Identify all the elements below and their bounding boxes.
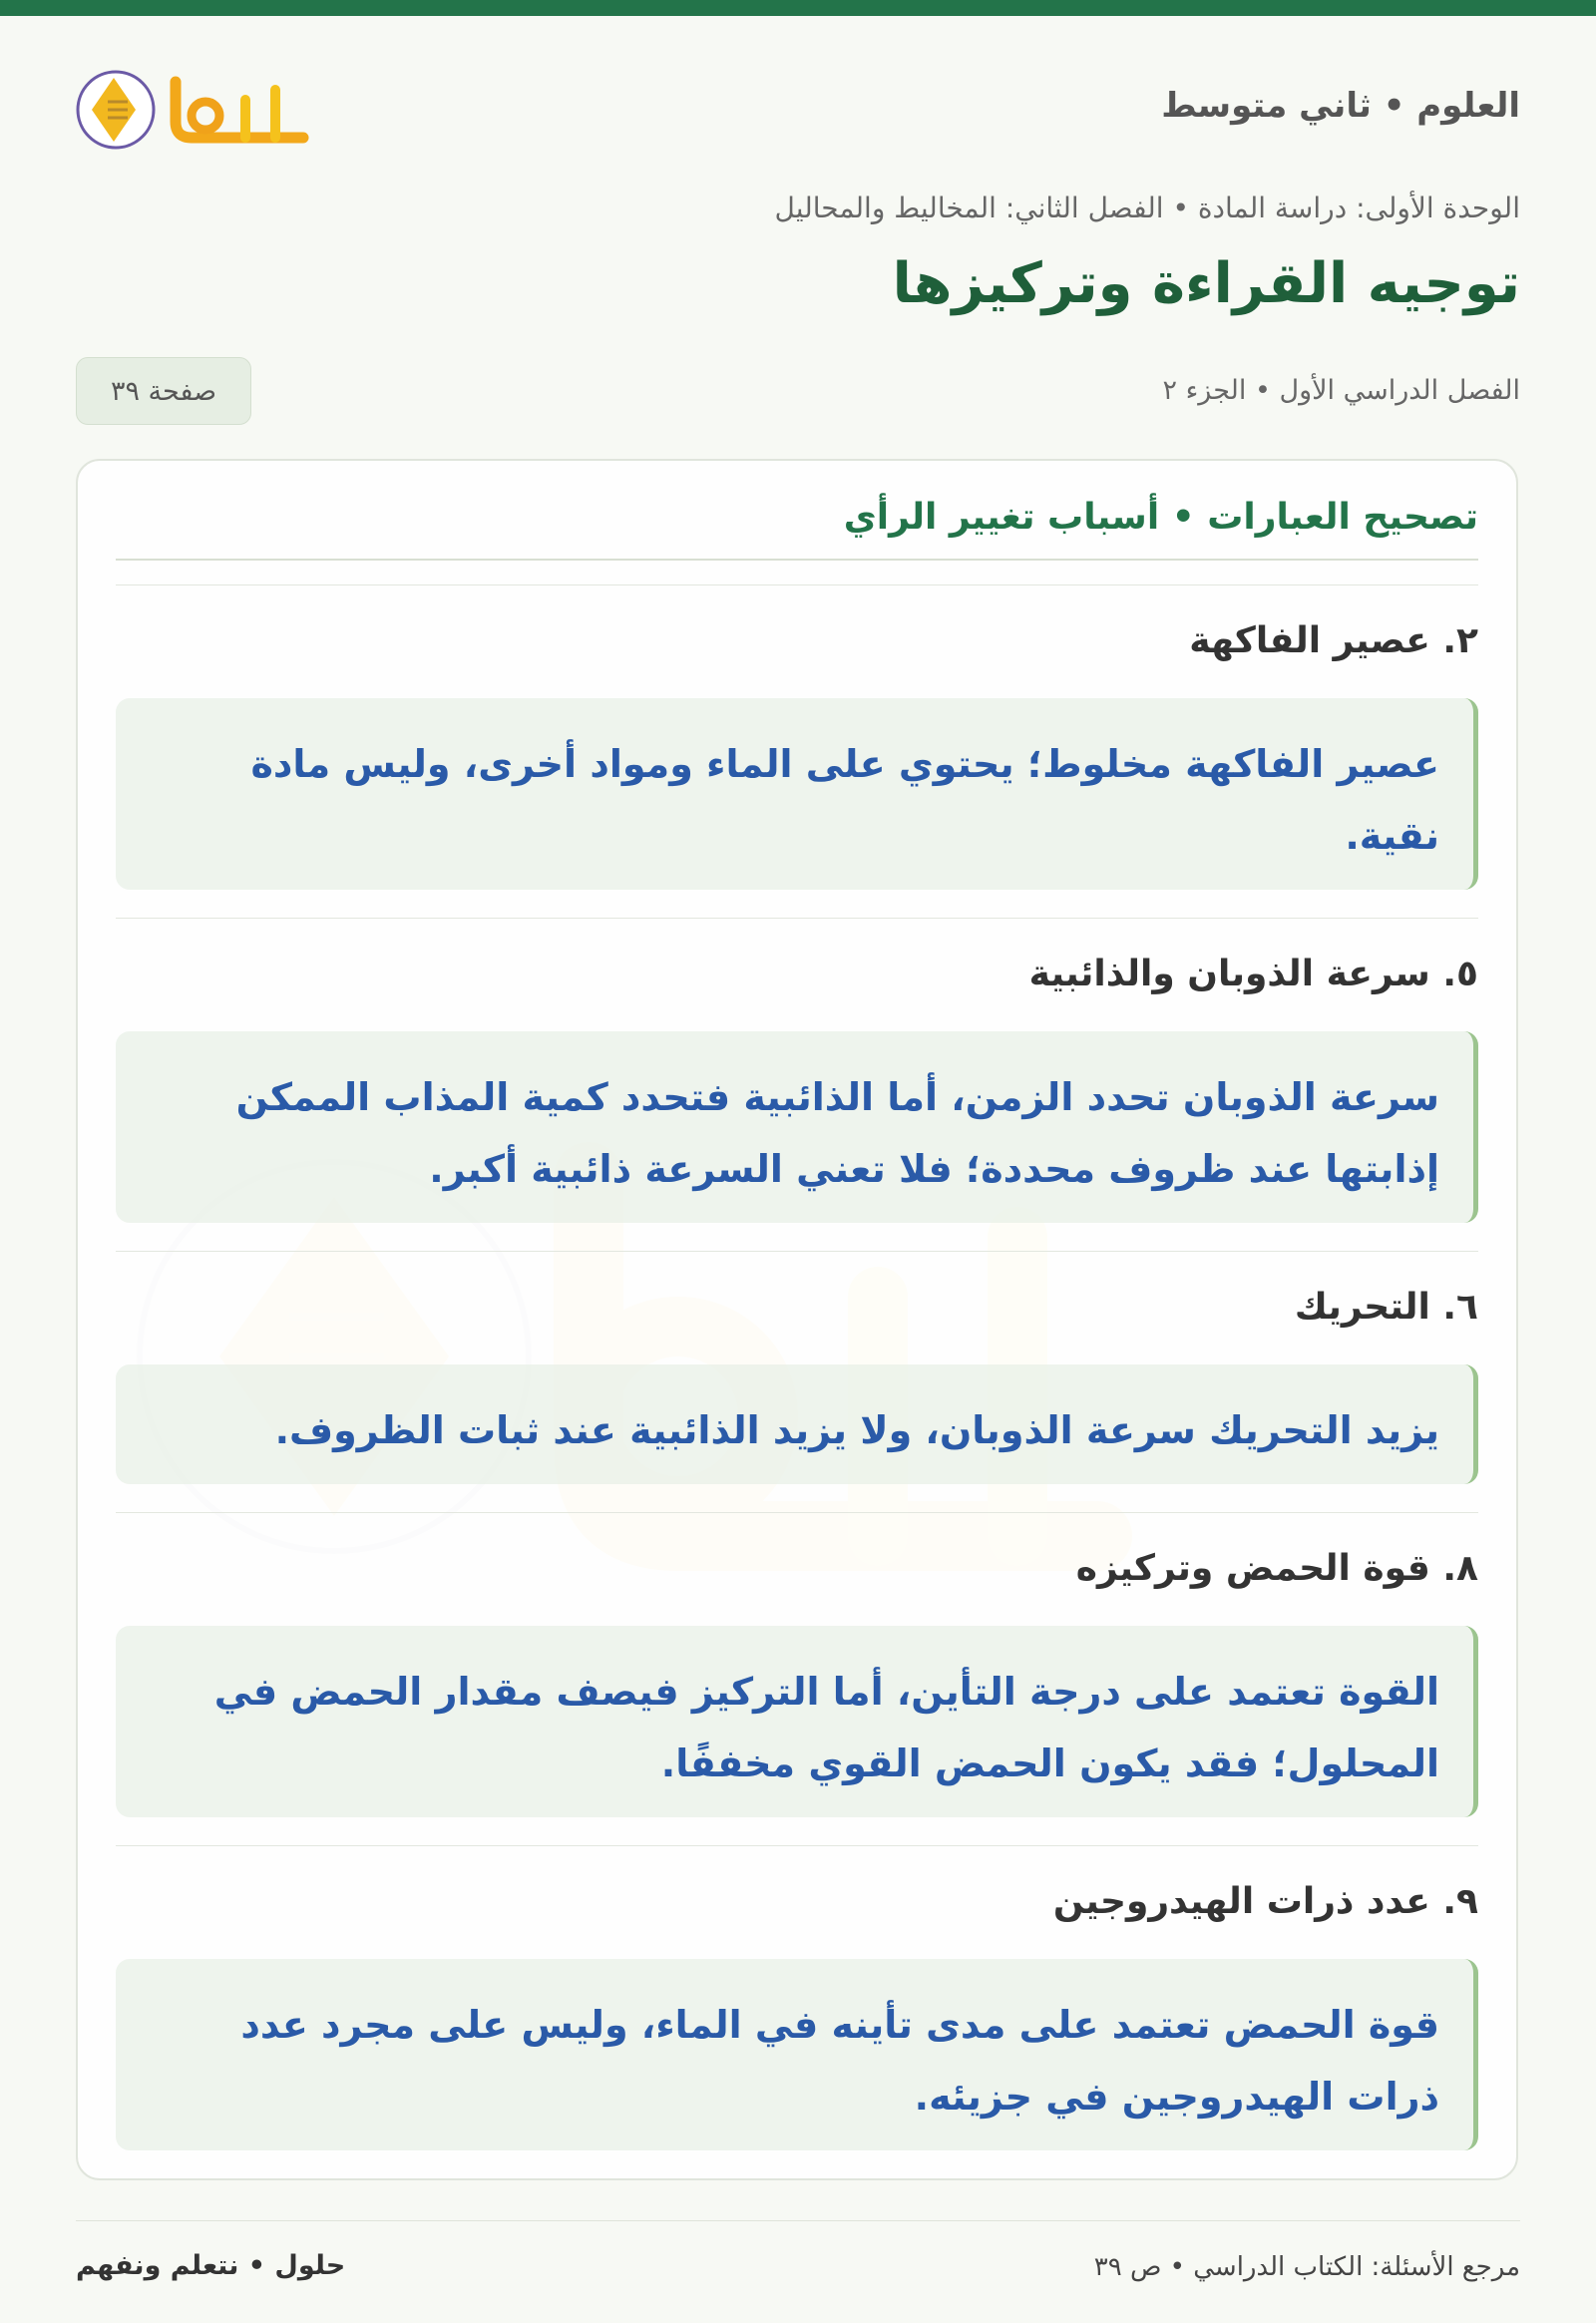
breadcrumb: الوحدة الأولى: دراسة المادة • الفصل الثاني: المخاليط والمحاليل xyxy=(774,192,1520,224)
answer-box: يزيد التحريك سرعة الذوبان، ولا يزيد الذائبية عند ثبات الظروف. xyxy=(116,1364,1478,1484)
card-title: تصحيح العبارات • أسباب تغيير الرأي xyxy=(843,497,1478,538)
answer-box: عصير الفاكهة مخلوط؛ يحتوي على الماء ومواد أخرى، وليس مادة نقية. xyxy=(116,698,1478,890)
answer-box: سرعة الذوبان تحدد الزمن، أما الذائبية فتحدد كمية المذاب الممكن إذابتها عند ظروف محددة؛ فلا تعني السرعة ذائبية أكبر. xyxy=(116,1031,1478,1223)
page-header xyxy=(73,60,1520,160)
footer-divider xyxy=(76,2220,1520,2221)
footer-brand: حلول • نتعلم ونفهم xyxy=(76,2250,346,2281)
answer-box: القوة تعتمد على درجة التأين، أما التركيز فيصف مقدار الحمض في المحلول؛ فقد يكون الحمض القوي مخففًا. xyxy=(116,1626,1478,1817)
item-title: ٥. سرعة الذوبان والذائبية xyxy=(1028,954,1478,994)
item-divider xyxy=(116,1512,1478,1513)
item-divider xyxy=(116,1251,1478,1252)
item-title: ٢. عصير الفاكهة xyxy=(1189,620,1478,661)
item-title: ٨. قوة الحمض وتركيزه xyxy=(1075,1548,1478,1589)
item-title: ٩. عدد ذرات الهيدروجين xyxy=(1052,1881,1478,1922)
page-number-badge: صفحة ٣٩ xyxy=(76,357,251,425)
answer-box: قوة الحمض تعتمد على مدى تأينه في الماء، وليس على مجرد عدد ذرات الهيدروجين في جزيئه. xyxy=(116,1959,1478,2150)
subject-label: العلوم • ثاني متوسط xyxy=(1161,86,1520,126)
item-title: ٦. التحريك xyxy=(1294,1287,1478,1328)
logo-text: حلول xyxy=(73,60,76,61)
page-title: توجيه القراءة وتركيزها xyxy=(892,251,1520,316)
card-title-divider xyxy=(116,559,1478,561)
item-divider xyxy=(116,918,1478,919)
term-label: الفصل الدراسي الأول • الجزء ٢ xyxy=(1162,375,1520,406)
footer-reference: مرجع الأسئلة: الكتاب الدراسي • ص ٣٩ xyxy=(1093,2252,1520,2282)
answers-card xyxy=(76,459,1518,2180)
top-accent-bar xyxy=(0,0,1596,16)
item-divider xyxy=(116,584,1478,585)
hulul-logo[interactable] xyxy=(73,60,345,160)
item-divider xyxy=(116,1845,1478,1846)
